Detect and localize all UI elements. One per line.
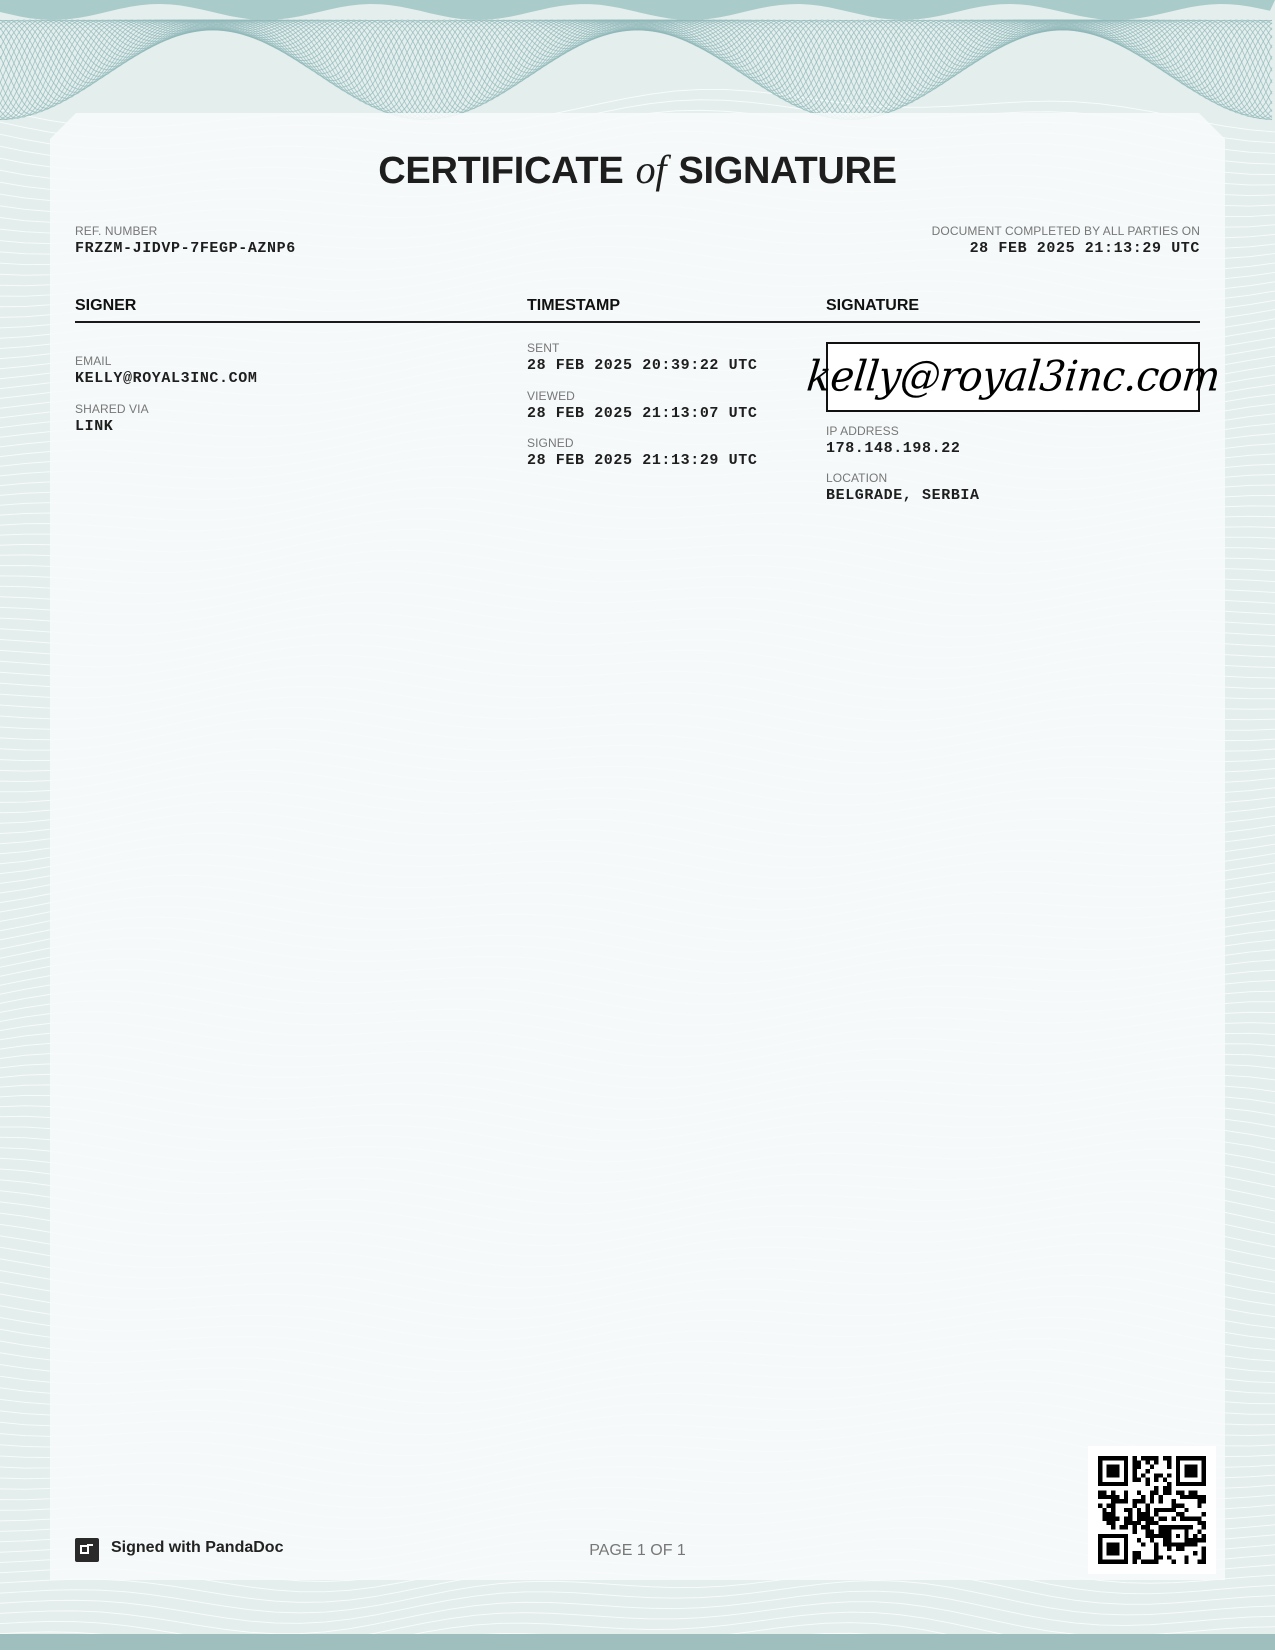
page-title: [0, 146, 1275, 193]
guilloche-lattice-line: [0, 20, 1272, 120]
qr-module: [1167, 1482, 1171, 1486]
qr-module: [1163, 1525, 1167, 1529]
qr-module: [1141, 1516, 1145, 1520]
qr-module: [1128, 1508, 1132, 1512]
qr-module: [1146, 1456, 1150, 1460]
qr-module: [1202, 1512, 1206, 1516]
qr-module: [1193, 1495, 1197, 1499]
completed-value: 28 FEB 2025 21:13:29 UTC: [969, 240, 1200, 257]
signed-block: [527, 436, 757, 469]
qr-module: [1141, 1525, 1145, 1529]
qr-module: [1197, 1516, 1201, 1520]
guilloche-lattice-line: [0, 20, 1272, 111]
qr-module: [1115, 1516, 1119, 1520]
qr-module: [1124, 1516, 1128, 1520]
qr-module: [1163, 1516, 1167, 1520]
qr-module: [1137, 1555, 1141, 1559]
qr-module: [1133, 1499, 1137, 1503]
qr-module: [1154, 1560, 1158, 1564]
qr-finder-inner: [1184, 1465, 1197, 1478]
qr-module: [1128, 1521, 1132, 1525]
qr-module: [1197, 1495, 1201, 1499]
guilloche-lattice-line: [0, 20, 1272, 120]
guilloche-lattice-line: [0, 20, 1272, 113]
qr-module: [1167, 1491, 1171, 1495]
qr-module: [1141, 1456, 1145, 1460]
qr-module: [1202, 1538, 1206, 1542]
ip-block: [826, 424, 960, 457]
signature-handwriting: kelly@royal3inc.com: [804, 352, 1222, 402]
qr-module: [1197, 1499, 1201, 1503]
guilloche-lattice-line: [0, 20, 1272, 106]
qr-module: [1154, 1460, 1158, 1464]
qr-module: [1184, 1508, 1188, 1512]
qr-module: [1193, 1542, 1197, 1546]
qr-module: [1180, 1516, 1184, 1520]
qr-module: [1193, 1551, 1197, 1555]
qr-module: [1184, 1560, 1188, 1564]
shared-via-label: SHARED VIA: [75, 402, 149, 416]
qr-module: [1141, 1499, 1145, 1503]
qr-module: [1154, 1542, 1158, 1546]
viewed-value: 28 FEB 2025 21:13:07 UTC: [527, 405, 758, 422]
qr-module: [1189, 1516, 1193, 1520]
guilloche-lattice-line: [0, 20, 1272, 116]
qr-module: [1146, 1525, 1150, 1529]
qr-module: [1133, 1551, 1137, 1555]
qr-module: [1154, 1534, 1158, 1538]
qr-module: [1158, 1495, 1162, 1499]
qr-module: [1154, 1456, 1158, 1460]
qr-module: [1202, 1560, 1206, 1564]
qr-module: [1154, 1491, 1158, 1495]
qr-module: [1176, 1504, 1180, 1508]
guilloche-lattice-line: [0, 20, 1272, 116]
qr-module: [1167, 1547, 1171, 1551]
qr-module: [1202, 1499, 1206, 1503]
qr-module: [1111, 1525, 1115, 1529]
qr-module: [1115, 1499, 1119, 1503]
qr-module: [1176, 1547, 1180, 1551]
qr-module: [1163, 1508, 1167, 1512]
sent-block: [527, 341, 757, 374]
qr-module: [1137, 1478, 1141, 1482]
qr-module: [1202, 1521, 1206, 1525]
qr-module: [1171, 1508, 1175, 1512]
qr-module: [1184, 1555, 1188, 1559]
qr-module: [1146, 1560, 1150, 1564]
qr-module: [1107, 1512, 1111, 1516]
qr-module: [1146, 1478, 1150, 1482]
ref-number-label: REF. NUMBER: [75, 224, 158, 238]
qr-finder-inner: [1107, 1542, 1120, 1555]
qr-module: [1102, 1508, 1106, 1512]
qr-module: [1150, 1516, 1154, 1520]
bottom-band: [0, 1634, 1275, 1650]
qr-module: [1115, 1495, 1119, 1499]
location-value: BELGRADE, SERBIA: [826, 487, 980, 504]
email-label: EMAIL: [75, 354, 112, 368]
qr-module: [1111, 1508, 1115, 1512]
signature-image: [804, 342, 1222, 412]
qr-module: [1189, 1495, 1193, 1499]
ip-label: IP ADDRESS: [826, 424, 899, 438]
qr-module: [1176, 1512, 1180, 1516]
qr-module: [1197, 1529, 1201, 1533]
qr-module: [1120, 1525, 1124, 1529]
qr-module: [1163, 1534, 1167, 1538]
qr-module: [1141, 1495, 1145, 1499]
qr-module: [1202, 1495, 1206, 1499]
qr-module: [1193, 1491, 1197, 1495]
qr-module: [1158, 1508, 1162, 1512]
qr-module: [1137, 1512, 1141, 1516]
qr-module: [1189, 1525, 1193, 1529]
qr-module: [1167, 1473, 1171, 1477]
qr-module: [1111, 1516, 1115, 1520]
qr-module: [1163, 1478, 1167, 1482]
qr-module: [1133, 1473, 1137, 1477]
signed-with-pandadoc: Signed with PandaDoc: [111, 1539, 284, 1556]
page-number: PAGE 1 OF 1: [589, 1542, 686, 1559]
qr-module: [1180, 1491, 1184, 1495]
qr-module: [1133, 1529, 1137, 1533]
title-rest: SIGNATURE: [678, 150, 897, 192]
qr-module: [1141, 1542, 1145, 1546]
guilloche-lattice-line: [0, 20, 1272, 108]
guilloche-lattice-line: [0, 20, 1272, 120]
qr-module: [1150, 1529, 1154, 1533]
completed-block: [932, 224, 1200, 257]
qr-module: [1102, 1495, 1106, 1499]
header-divider: [75, 321, 1200, 323]
qr-module: [1158, 1555, 1162, 1559]
qr-module: [1167, 1555, 1171, 1559]
qr-module: [1154, 1486, 1158, 1490]
qr-module: [1137, 1508, 1141, 1512]
qr-module: [1102, 1516, 1106, 1520]
qr-code-icon: [1088, 1446, 1216, 1574]
qr-module: [1133, 1521, 1137, 1525]
qr-module: [1133, 1456, 1137, 1460]
qr-module: [1137, 1491, 1141, 1495]
qr-module: [1189, 1491, 1193, 1495]
qr-module: [1163, 1486, 1167, 1490]
qr-module: [1133, 1504, 1137, 1508]
guilloche-lattice-line: [0, 20, 1272, 120]
qr-module: [1146, 1534, 1150, 1538]
qr-module: [1146, 1512, 1150, 1516]
qr-module: [1111, 1499, 1115, 1503]
location-block: [826, 471, 980, 504]
qr-module: [1098, 1491, 1102, 1495]
viewed-label: VIEWED: [527, 389, 575, 403]
title-main: CERTIFICATE: [378, 150, 624, 192]
background-wave-line: [0, 1581, 1275, 1624]
qr-module: [1150, 1465, 1154, 1469]
qr-module: [1111, 1521, 1115, 1525]
qr-module: [1163, 1456, 1167, 1460]
guilloche-lattice-line: [0, 20, 1272, 119]
guilloche-lattice-line: [0, 20, 1272, 118]
guilloche-lattice-line: [0, 20, 1272, 107]
sent-label: SENT: [527, 341, 560, 355]
completed-label: DOCUMENT COMPLETED BY ALL PARTIES ON: [931, 224, 1200, 238]
qr-finder-inner: [1107, 1465, 1120, 1478]
qr-module: [1107, 1495, 1111, 1499]
qr-module: [1154, 1478, 1158, 1482]
qr-module: [1137, 1551, 1141, 1555]
qr-module: [1128, 1516, 1132, 1520]
qr-module: [1171, 1499, 1175, 1503]
qr-module: [1141, 1512, 1145, 1516]
qr-module: [1158, 1525, 1162, 1529]
qr-module: [1163, 1491, 1167, 1495]
qr-module: [1133, 1469, 1137, 1473]
qr-module: [1202, 1525, 1206, 1529]
qr-module: [1111, 1495, 1115, 1499]
signer-shared-block: [75, 402, 149, 435]
qr-module: [1137, 1460, 1141, 1464]
qr-module: [1167, 1486, 1171, 1490]
qr-module: [1167, 1456, 1171, 1460]
qr-module: [1120, 1499, 1124, 1503]
qr-module: [1154, 1521, 1158, 1525]
qr-module: [1146, 1469, 1150, 1473]
guilloche-lattice-line: [0, 20, 1272, 120]
qr-module: [1133, 1478, 1137, 1482]
qr-module: [1150, 1495, 1154, 1499]
qr-module: [1154, 1555, 1158, 1559]
qr-module: [1124, 1525, 1128, 1529]
qr-module: [1193, 1538, 1197, 1542]
qr-module: [1146, 1529, 1150, 1533]
qr-module: [1146, 1482, 1150, 1486]
qr-module: [1158, 1516, 1162, 1520]
qr-module: [1154, 1547, 1158, 1551]
qr-module: [1133, 1525, 1137, 1529]
qr-module: [1124, 1495, 1128, 1499]
qr-module: [1137, 1516, 1141, 1520]
certificate-sheet: [50, 113, 1225, 1580]
guilloche-lattice-line: [0, 20, 1272, 114]
qr-module: [1124, 1521, 1128, 1525]
ref-number-value: FRZZM-JIDVP-7FEGP-AZNP6: [75, 240, 296, 257]
qr-module: [1202, 1534, 1206, 1538]
qr-module: [1146, 1521, 1150, 1525]
qr-module: [1154, 1512, 1158, 1516]
qr-module: [1124, 1508, 1128, 1512]
qr-module: [1107, 1521, 1111, 1525]
qr-module: [1146, 1504, 1150, 1508]
qr-module: [1133, 1465, 1137, 1469]
qr-module: [1146, 1516, 1150, 1520]
qr-align-inner: [1176, 1534, 1180, 1538]
qr-module: [1150, 1491, 1154, 1495]
qr-module: [1197, 1560, 1201, 1564]
column-header-signature: SIGNATURE: [826, 297, 920, 314]
qr-module: [1150, 1521, 1154, 1525]
qr-module: [1107, 1504, 1111, 1508]
qr-module: [1141, 1473, 1145, 1477]
qr-module: [1098, 1504, 1102, 1508]
title-connector: of: [635, 147, 667, 192]
guilloche-lattice-line: [0, 20, 1272, 113]
qr-module: [1146, 1460, 1150, 1464]
qr-module: [1163, 1542, 1167, 1546]
qr-module: [1141, 1560, 1145, 1564]
qr-module: [1197, 1504, 1201, 1508]
qr-module: [1133, 1555, 1137, 1559]
qr-module: [1102, 1491, 1106, 1495]
guilloche-lattice-line: [0, 20, 1272, 119]
signed-label: SIGNED: [527, 436, 574, 450]
qr-module: [1184, 1516, 1188, 1520]
qr-module: [1193, 1516, 1197, 1520]
qr-module: [1158, 1534, 1162, 1538]
email-value: KELLY@ROYAL3INC.COM: [75, 370, 258, 387]
qr-module: [1154, 1473, 1158, 1477]
ref-number-block: [75, 224, 296, 257]
guilloche-lattice-line: [0, 20, 1272, 120]
qr-module: [1189, 1538, 1193, 1542]
qr-module: [1202, 1551, 1206, 1555]
qr-module: [1180, 1547, 1184, 1551]
sent-value: 28 FEB 2025 20:39:22 UTC: [527, 357, 758, 374]
qr-module: [1102, 1512, 1106, 1516]
viewed-block: [527, 389, 757, 422]
qr-module: [1154, 1551, 1158, 1555]
qr-module: [1154, 1508, 1158, 1512]
qr-module: [1171, 1560, 1175, 1564]
shared-via-value: LINK: [75, 418, 114, 435]
qr-module: [1111, 1504, 1115, 1508]
column-header-timestamp: TIMESTAMP: [527, 297, 621, 314]
qr-module: [1180, 1504, 1184, 1508]
top-scalloped-edge: [0, 0, 1275, 20]
signed-value: 28 FEB 2025 21:13:29 UTC: [527, 452, 758, 469]
qr-module: [1150, 1560, 1154, 1564]
qr-module: [1163, 1529, 1167, 1533]
guilloche-lattice-line: [0, 20, 1272, 120]
qr-module: [1111, 1512, 1115, 1516]
qr-module: [1171, 1516, 1175, 1520]
qr-module: [1111, 1491, 1115, 1495]
ip-value: 178.148.198.22: [826, 440, 961, 457]
qr-module: [1133, 1460, 1137, 1464]
qr-module: [1150, 1534, 1154, 1538]
qr-module: [1176, 1491, 1180, 1495]
qr-module: [1137, 1465, 1141, 1469]
qr-module: [1167, 1460, 1171, 1464]
signer-email-block: [75, 354, 257, 387]
qr-module: [1137, 1538, 1141, 1542]
qr-module: [1202, 1547, 1206, 1551]
qr-module: [1171, 1504, 1175, 1508]
qr-module: [1124, 1491, 1128, 1495]
guilloche-lattice-line: [0, 20, 1272, 115]
qr-module: [1158, 1473, 1162, 1477]
qr-module: [1098, 1495, 1102, 1499]
qr-module: [1180, 1512, 1184, 1516]
qr-module: [1150, 1456, 1154, 1460]
qr-module: [1133, 1560, 1137, 1564]
guilloche-lattice-line: [0, 20, 1272, 109]
qr-module: [1137, 1499, 1141, 1503]
qr-module: [1167, 1508, 1171, 1512]
qr-module: [1128, 1512, 1132, 1516]
qr-module: [1197, 1538, 1201, 1542]
location-label: LOCATION: [826, 471, 888, 485]
qr-module: [1137, 1521, 1141, 1525]
qr-module: [1158, 1499, 1162, 1503]
qr-module: [1146, 1508, 1150, 1512]
qr-module: [1150, 1538, 1154, 1542]
qr-module: [1124, 1499, 1128, 1503]
column-header-signer: SIGNER: [75, 297, 137, 314]
qr-module: [1163, 1538, 1167, 1542]
qr-module: [1197, 1521, 1201, 1525]
qr-module: [1184, 1495, 1188, 1499]
qr-module: [1167, 1465, 1171, 1469]
qr-module: [1202, 1555, 1206, 1559]
qr-module: [1189, 1542, 1193, 1546]
qr-module: [1193, 1534, 1197, 1538]
qr-module: [1107, 1516, 1111, 1520]
qr-module: [1150, 1499, 1154, 1503]
qr-module: [1158, 1529, 1162, 1533]
qr-module: [1180, 1495, 1184, 1499]
